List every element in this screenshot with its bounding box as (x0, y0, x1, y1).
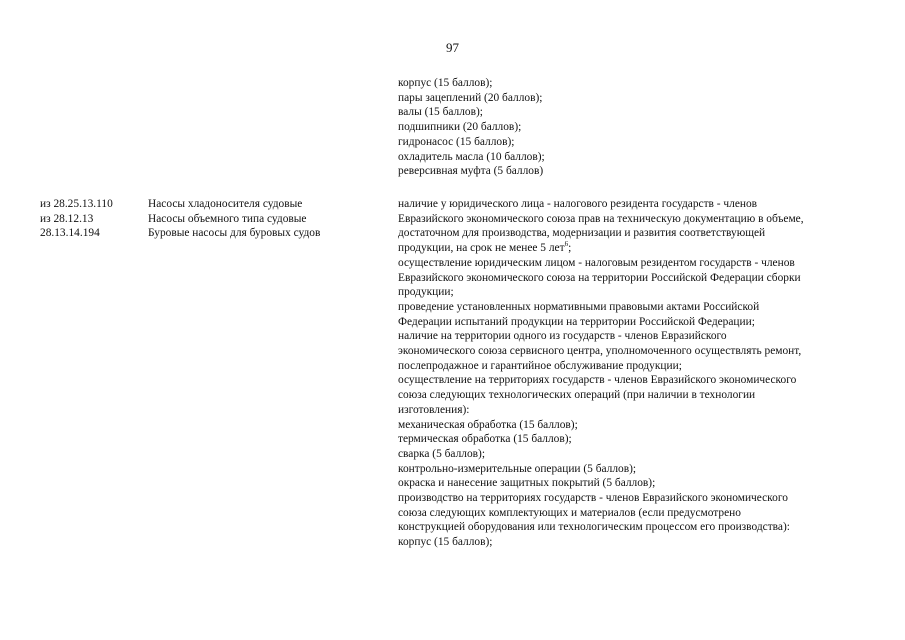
requirements-column (398, 197, 868, 550)
requirement-line: механическая обработка (15 баллов); (398, 418, 578, 431)
requirement-line: продукции; (398, 286, 454, 299)
requirement-line: послепродажное и гарантийное обслуживание продукции; (398, 359, 682, 372)
list-item: реверсивная муфта (5 баллов) (398, 165, 544, 178)
requirement-line (398, 241, 868, 256)
list-item: корпус (15 баллов); (398, 77, 493, 89)
list-item: пары зацеплений (20 баллов); (398, 91, 543, 104)
requirement-line: корпус (15 баллов); (398, 536, 493, 549)
requirement-line: конструкцией оборудования или технологическим процессом его производства): (398, 521, 790, 534)
list-item: валы (15 баллов); (398, 106, 483, 119)
requirement-line: сварка (5 баллов); (398, 447, 485, 460)
requirement-line: наличие у юридического лица - налогового резидента государств - членов (398, 198, 758, 210)
product-names-column (148, 197, 388, 241)
list-item: охладитель масла (10 баллов); (398, 150, 545, 163)
requirement-line: осуществление юридическим лицом - налоговым резидентом государств - членов (398, 256, 795, 269)
requirement-line: осуществление на территориях государств - членов Евразийского экономического (398, 374, 797, 387)
list-item: подшипники (20 баллов); (398, 121, 522, 134)
requirement-line: термическая обработка (15 баллов); (398, 433, 572, 446)
requirement-line: изготовления): (398, 403, 470, 416)
product-codes-column (40, 197, 145, 241)
requirement-line: контрольно-измерительные операции (5 баллов); (398, 462, 637, 475)
requirement-line: производство на территориях государств - членов Евразийского экономического (398, 492, 788, 505)
product-code: из 28.12.13 (40, 212, 94, 225)
requirement-line: проведение установленных нормативными правовыми актами Российской (398, 300, 760, 313)
product-name: Насосы хладоносителя судовые (148, 198, 303, 210)
page-number: 97 (446, 40, 459, 55)
requirement-line: окраска и нанесение защитных покрытий (5 баллов); (398, 477, 656, 490)
top-component-list (398, 76, 878, 179)
footnote-suffix: ; (568, 242, 572, 255)
requirement-line: Федерации испытаний продукции на территории Российской Федерации; (398, 315, 755, 328)
product-code: из 28.25.13.110 (40, 198, 113, 210)
requirement-line: Евразийского экономического союза на территории Российской Федерации сборки (398, 271, 801, 284)
footnote-marker: 6 (564, 240, 569, 249)
requirement-line: экономического союза сервисного центра, уполномоченного осуществлять ремонт, (398, 345, 802, 358)
requirement-line: союза следующих технологических операций (при наличии в технологии (398, 389, 756, 402)
product-name: Буровые насосы для буровых судов (148, 227, 321, 240)
requirement-line: Евразийского экономического союза прав на техническую документацию в объеме, (398, 212, 804, 225)
product-code: 28.13.14.194 (40, 227, 100, 240)
requirement-line: наличие на территории одного из государств - членов Евразийского (398, 330, 727, 343)
requirement-text: продукции, на срок не менее 5 лет (398, 242, 565, 255)
requirement-line: союза следующих комплектующих и материалов (если предусмотрено (398, 506, 741, 519)
product-name: Насосы объемного типа судовые (148, 212, 307, 225)
list-item: гидронасос (15 баллов); (398, 135, 515, 148)
requirement-line: достаточном для производства, модернизации и развития соответствующей (398, 227, 766, 240)
